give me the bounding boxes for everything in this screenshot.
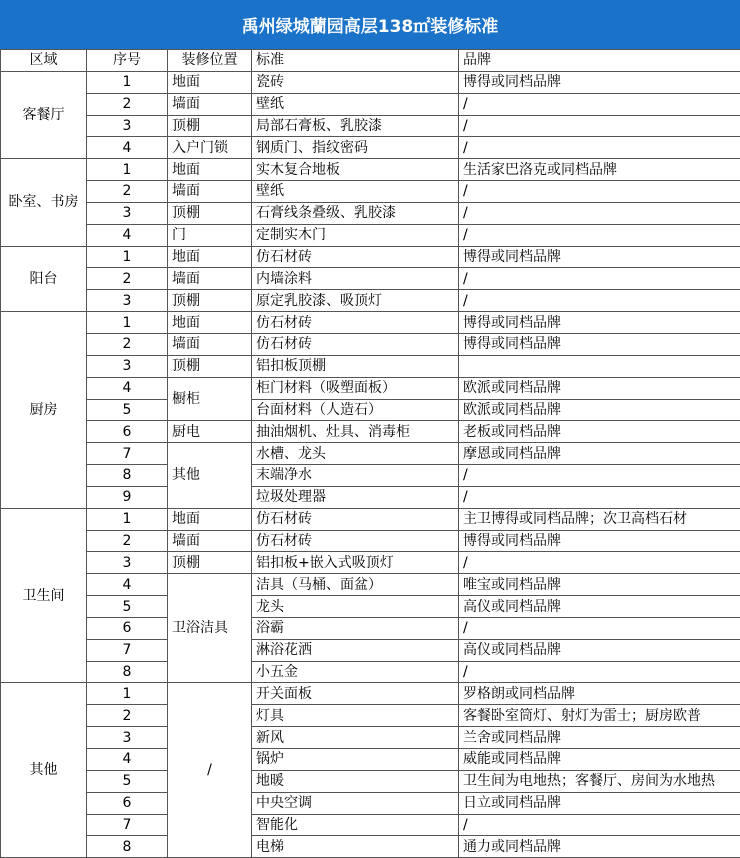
standard-cell: 垃圾处理器 [252,486,459,508]
number-cell: 2 [87,181,168,203]
region-cell: 厨房 [1,312,87,509]
number-cell: 8 [87,836,168,858]
region-cell: 客餐厅 [1,71,87,158]
position-cell: 顶棚 [168,290,252,312]
position-cell: 地面 [168,312,252,334]
table-row [1,530,740,552]
table-row [1,443,740,465]
table-row [1,661,740,683]
table-row [1,71,740,93]
table-row [1,792,740,814]
number-cell: 4 [87,224,168,246]
number-cell: 7 [87,639,168,661]
table-row [1,224,740,246]
number-cell: 3 [87,552,168,574]
number-cell: 7 [87,814,168,836]
number-cell: 1 [87,71,168,93]
renovation-standard-table [0,49,740,858]
brand-cell: 博得或同档品牌 [459,246,740,268]
standard-cell: 局部石膏板、乳胶漆 [252,115,459,137]
brand-cell: 生活家巴洛克或同档品牌 [459,159,740,181]
header-standard: 标准 [252,50,459,72]
number-cell: 3 [87,202,168,224]
table-row [1,312,740,334]
brand-cell: 博得或同档品牌 [459,530,740,552]
table-row [1,181,740,203]
position-cell: 地面 [168,159,252,181]
brand-cell: 客餐卧室筒灯、射灯为雷士；厨房欧普 [459,705,740,727]
brand-cell: / [459,115,740,137]
position-cell: 墙面 [168,268,252,290]
brand-cell: / [459,486,740,508]
standard-cell: 定制实木门 [252,224,459,246]
number-cell: 5 [87,770,168,792]
brand-cell: 罗格朗或同档品牌 [459,683,740,705]
region-cell: 阳台 [1,246,87,312]
standard-cell: 淋浴花洒 [252,639,459,661]
brand-cell: / [459,290,740,312]
standard-cell: 洁具（马桶、面盆） [252,574,459,596]
table-row [1,508,740,530]
standard-cell: 地暖 [252,770,459,792]
number-cell: 9 [87,486,168,508]
brand-cell: 老板或同档品牌 [459,421,740,443]
table-row [1,596,740,618]
standard-cell: 水槽、龙头 [252,443,459,465]
table-row [1,705,740,727]
position-cell: 顶棚 [168,202,252,224]
number-cell: 2 [87,705,168,727]
standard-cell: 仿石材砖 [252,312,459,334]
number-cell: 4 [87,574,168,596]
standard-cell: 智能化 [252,814,459,836]
position-cell: 顶棚 [168,355,252,377]
standard-cell: 内墙涂料 [252,268,459,290]
number-cell: 1 [87,508,168,530]
table-row [1,749,740,771]
table-body [1,71,740,857]
number-cell: 1 [87,159,168,181]
position-cell: 门 [168,224,252,246]
position-cell: 厨电 [168,421,252,443]
standard-cell: 仿石材砖 [252,530,459,552]
number-cell: 2 [87,93,168,115]
position-cell: 地面 [168,246,252,268]
brand-cell: / [459,181,740,203]
brand-cell: / [459,814,740,836]
table-row [1,355,740,377]
standard-cell: 中央空调 [252,792,459,814]
position-cell: 其他 [168,443,252,509]
position-cell: 橱柜 [168,377,252,421]
region-cell: 卫生间 [1,508,87,683]
position-cell: 顶棚 [168,115,252,137]
table-row [1,617,740,639]
standard-cell: 壁纸 [252,93,459,115]
number-cell: 4 [87,137,168,159]
standard-cell: 仿石材砖 [252,246,459,268]
brand-cell: 摩恩或同档品牌 [459,443,740,465]
standard-cell: 锅炉 [252,749,459,771]
standard-cell: 小五金 [252,661,459,683]
number-cell: 3 [87,355,168,377]
brand-cell: 高仪或同档品牌 [459,596,740,618]
position-cell: 顶棚 [168,552,252,574]
standard-cell: 钢质门、指纹密码 [252,137,459,159]
position-cell: 地面 [168,508,252,530]
brand-cell: 博得或同档品牌 [459,333,740,355]
table-row [1,202,740,224]
table-row [1,639,740,661]
table-row [1,290,740,312]
brand-cell: 博得或同档品牌 [459,312,740,334]
table-row [1,333,740,355]
number-cell: 4 [87,749,168,771]
table-row [1,574,740,596]
position-cell: / [168,683,252,858]
region-cell: 其他 [1,683,87,858]
brand-cell: 日立或同档品牌 [459,792,740,814]
standard-cell: 壁纸 [252,181,459,203]
number-cell: 3 [87,727,168,749]
brand-cell: 主卫博得或同档品牌；次卫高档石材 [459,508,740,530]
standard-cell: 瓷砖 [252,71,459,93]
brand-cell: 高仪或同档品牌 [459,639,740,661]
number-cell: 2 [87,530,168,552]
number-cell: 6 [87,421,168,443]
standard-cell: 末端净水 [252,465,459,487]
header-position: 装修位置 [168,50,252,72]
brand-cell: / [459,268,740,290]
position-cell: 卫浴洁具 [168,574,252,683]
number-cell: 4 [87,377,168,399]
brand-cell: 欧派或同档品牌 [459,399,740,421]
standard-cell: 柜门材料（吸塑面板） [252,377,459,399]
number-cell: 1 [87,246,168,268]
number-cell: 5 [87,399,168,421]
brand-cell: / [459,617,740,639]
standard-cell: 龙头 [252,596,459,618]
number-cell: 2 [87,268,168,290]
position-cell: 墙面 [168,530,252,552]
number-cell: 1 [87,683,168,705]
table-row [1,399,740,421]
header-brand: 品牌 [459,50,740,72]
table-row [1,115,740,137]
standard-cell: 灯具 [252,705,459,727]
standard-cell: 新风 [252,727,459,749]
brand-cell: / [459,137,740,159]
standard-cell: 原定乳胶漆、吸顶灯 [252,290,459,312]
table-row [1,159,740,181]
number-cell: 2 [87,333,168,355]
brand-cell [459,355,740,377]
standard-cell: 台面材料（人造石） [252,399,459,421]
standard-cell: 电梯 [252,836,459,858]
standard-cell: 仿石材砖 [252,508,459,530]
standard-cell: 抽油烟机、灶具、消毒柜 [252,421,459,443]
standard-cell: 仿石材砖 [252,333,459,355]
number-cell: 7 [87,443,168,465]
number-cell: 1 [87,312,168,334]
table-row [1,836,740,858]
brand-cell: / [459,224,740,246]
number-cell: 5 [87,596,168,618]
table-row [1,727,740,749]
standard-cell: 铝扣板+嵌入式吸顶灯 [252,552,459,574]
brand-cell: 卫生间为电地热；客餐厅、房间为水地热 [459,770,740,792]
standard-cell: 石膏线条叠级、乳胶漆 [252,202,459,224]
brand-cell: 通力或同档品牌 [459,836,740,858]
header-number: 序号 [87,50,168,72]
number-cell: 8 [87,465,168,487]
number-cell: 3 [87,115,168,137]
table-row [1,552,740,574]
table-row [1,246,740,268]
table-row [1,486,740,508]
position-cell: 墙面 [168,93,252,115]
table-row [1,770,740,792]
position-cell: 墙面 [168,333,252,355]
header-row [1,50,740,72]
brand-cell: / [459,93,740,115]
standard-cell: 实木复合地板 [252,159,459,181]
number-cell: 3 [87,290,168,312]
table-row [1,421,740,443]
header-region: 区域 [1,50,87,72]
table-row [1,137,740,159]
number-cell: 8 [87,661,168,683]
region-cell: 卧室、书房 [1,159,87,246]
table-row [1,814,740,836]
table-row [1,377,740,399]
standard-cell: 铝扣板顶棚 [252,355,459,377]
table-row [1,683,740,705]
standard-cell: 开关面板 [252,683,459,705]
brand-cell: / [459,661,740,683]
brand-cell: / [459,465,740,487]
position-cell: 墙面 [168,181,252,203]
brand-cell: / [459,202,740,224]
brand-cell: 博得或同档品牌 [459,71,740,93]
number-cell: 6 [87,792,168,814]
position-cell: 入户门锁 [168,137,252,159]
brand-cell: / [459,552,740,574]
table-row [1,93,740,115]
number-cell: 6 [87,617,168,639]
table-title: 禹州绿城蘭园高层138㎡装修标准 [0,0,740,50]
table-row [1,465,740,487]
table-row [1,268,740,290]
position-cell: 地面 [168,71,252,93]
brand-cell: 唯宝或同档品牌 [459,574,740,596]
standard-cell: 浴霸 [252,617,459,639]
brand-cell: 兰舍或同档品牌 [459,727,740,749]
brand-cell: 威能或同档品牌 [459,749,740,771]
brand-cell: 欧派或同档品牌 [459,377,740,399]
